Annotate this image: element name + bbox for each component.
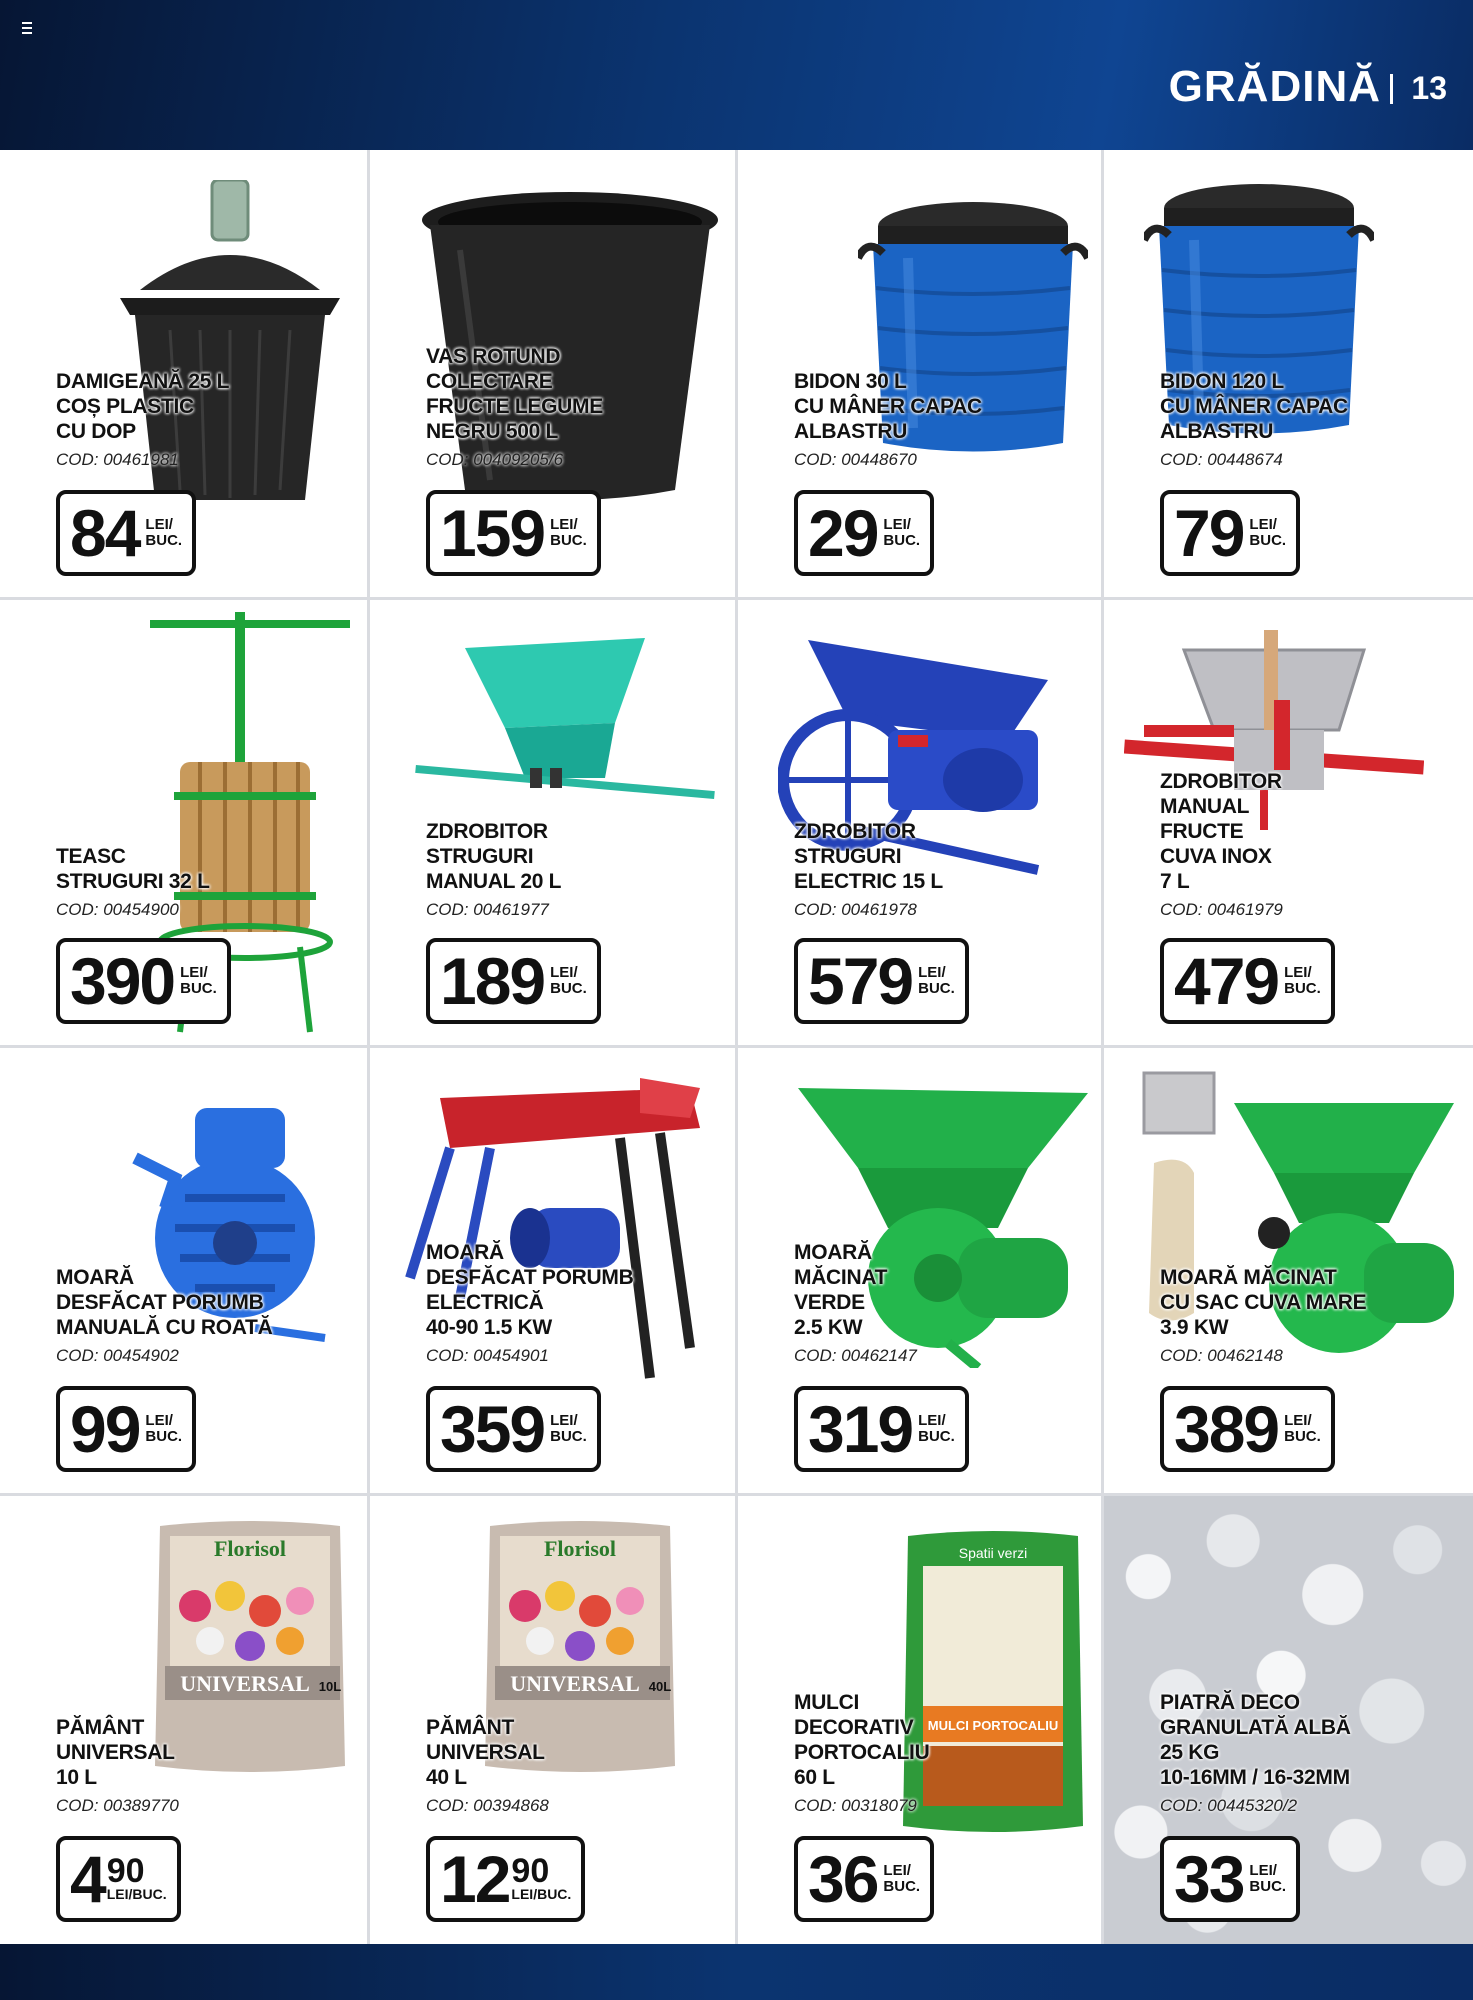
price-value: 4 — [70, 1842, 105, 1916]
product-code: COD: 00462147 — [794, 1346, 917, 1365]
svg-text:10L: 10L — [318, 1679, 342, 1694]
product-name-line: STRUGURI — [426, 845, 534, 868]
product-card[interactable] — [0, 1496, 367, 1944]
product-name-line: PIATRĂ DECO — [1160, 1691, 1300, 1714]
product-name-line: BIDON 120 L — [1160, 370, 1284, 393]
product-card[interactable] — [738, 150, 1101, 597]
price-tag — [794, 490, 934, 576]
product-card[interactable] — [0, 150, 367, 597]
product-code: COD: 00448670 — [794, 450, 917, 469]
product-card[interactable] — [1104, 1048, 1473, 1493]
product-card[interactable] — [1104, 600, 1473, 1045]
product-name-line: CU SAC CUVA MARE — [1160, 1291, 1367, 1314]
price-unit: BUC. — [180, 980, 217, 997]
price-unit: LEI/ — [883, 1862, 911, 1879]
product-name-line: MOARĂ — [56, 1266, 134, 1289]
product-name-line: UNIVERSAL — [56, 1741, 175, 1764]
product-name-line: VERDE — [794, 1291, 865, 1314]
price-unit: BUC. — [550, 980, 587, 997]
product-code: COD: 00461981 — [56, 450, 179, 469]
price-unit: LEI/ — [180, 964, 208, 981]
price-tag — [426, 938, 601, 1024]
product-name — [794, 819, 943, 894]
product-card[interactable] — [0, 1048, 367, 1493]
svg-text:UNIVERSAL: UNIVERSAL — [510, 1671, 640, 1696]
product-card[interactable] — [1104, 1496, 1473, 1944]
price-value: 579 — [808, 944, 913, 1018]
product-code: COD: 00318079 — [794, 1796, 917, 1815]
product-name-line: 40-90 1.5 KW — [426, 1316, 552, 1339]
price-value: 99 — [70, 1392, 140, 1466]
product-card[interactable] — [370, 1048, 735, 1493]
product-name — [794, 1240, 887, 1340]
price-unit: LEI/ — [1249, 516, 1277, 533]
product-code: COD: 00389770 — [56, 1796, 179, 1815]
price-unit: BUC. — [1284, 980, 1321, 997]
price-tag — [1160, 1386, 1335, 1472]
price-tag — [426, 1836, 585, 1922]
product-name-line: ELECTRIC 15 L — [794, 870, 943, 893]
price-tag — [56, 1386, 196, 1472]
product-card[interactable] — [738, 1048, 1101, 1493]
price-tag — [56, 490, 196, 576]
price-unit: BUC. — [1249, 532, 1287, 549]
product-name-line: DESFĂCAT PORUMB — [56, 1291, 264, 1314]
product-name-line: 10 L — [56, 1766, 97, 1789]
section-title: GRĂDINĂ — [1168, 62, 1381, 111]
price-unit: BUC. — [145, 532, 183, 549]
price-value: 79 — [1174, 496, 1244, 570]
product-name — [1160, 1265, 1366, 1340]
price-tag — [1160, 938, 1335, 1024]
price-unit: LEI/BUC. — [511, 1886, 572, 1902]
product-name — [56, 1265, 272, 1340]
price-unit: BUC. — [918, 980, 955, 997]
price-value: 389 — [1174, 1392, 1279, 1466]
product-name — [56, 844, 210, 894]
product-name-line: 7 L — [1160, 870, 1190, 893]
product-card[interactable] — [370, 1496, 735, 1944]
price-unit: BUC. — [883, 532, 921, 549]
price-cents: 90 — [511, 1852, 550, 1890]
product-name-line: PĂMÂNT — [426, 1716, 515, 1739]
product-name-line: ALBASTRU — [794, 420, 908, 443]
product-name-line: CU MÂNER CAPAC — [1160, 395, 1348, 418]
product-name-line: MANUAL 20 L — [426, 870, 562, 893]
price-cents: 90 — [106, 1852, 145, 1890]
product-name-line: PĂMÂNT — [56, 1716, 145, 1739]
product-name-line: NEGRU 500 L — [426, 420, 559, 443]
product-name-line: UNIVERSAL — [426, 1741, 545, 1764]
title-divider — [1390, 74, 1393, 104]
product-name — [426, 819, 561, 894]
product-name-line: 40 L — [426, 1766, 467, 1789]
product-name-line: CU MÂNER CAPAC — [794, 395, 982, 418]
price-unit: LEI/ — [883, 516, 911, 533]
page-header — [0, 0, 1473, 150]
price-value: 319 — [808, 1392, 913, 1466]
product-code: COD: 00409205/6 — [426, 450, 564, 469]
product-name-line: DAMIGEANĂ 25 L — [56, 370, 230, 393]
price-unit: BUC. — [1284, 1428, 1321, 1445]
price-unit: LEI/ — [145, 1412, 173, 1429]
price-unit: LEI/ — [145, 516, 173, 533]
price-tag — [794, 1836, 934, 1922]
product-name — [426, 1240, 633, 1340]
product-name-line: DESFĂCAT PORUMB — [426, 1266, 634, 1289]
price-tag — [794, 1386, 969, 1472]
product-name-line: 3.9 KW — [1160, 1316, 1229, 1339]
product-name-line: COȘ PLASTIC — [56, 395, 194, 418]
product-name-line: MOARĂ MĂCINAT — [1160, 1266, 1337, 1289]
product-name — [426, 344, 603, 444]
price-unit: BUC. — [883, 1878, 921, 1895]
price-unit: LEI/ — [918, 1412, 946, 1429]
product-card[interactable] — [738, 1496, 1101, 1944]
price-unit: LEI/ — [550, 964, 578, 981]
product-name — [426, 1715, 545, 1790]
product-grid — [0, 150, 1473, 1944]
product-name — [794, 1690, 929, 1790]
product-card[interactable] — [370, 150, 735, 597]
menu-icon[interactable] — [22, 22, 32, 34]
price-tag — [56, 938, 231, 1024]
price-value: 189 — [440, 944, 545, 1018]
product-name — [1160, 769, 1282, 894]
page-number: 13 — [1411, 70, 1447, 106]
product-code: COD: 00454901 — [426, 1346, 549, 1365]
product-name-line: MOARĂ — [426, 1241, 504, 1264]
product-name — [56, 1715, 175, 1790]
product-name-line: ZDROBITOR — [426, 820, 548, 843]
product-card[interactable] — [370, 600, 735, 1045]
price-unit: LEI/ — [1284, 964, 1312, 981]
product-name-line: FRUCTE LEGUME — [426, 395, 603, 418]
soil-bag-icon — [150, 1516, 350, 1781]
product-card[interactable] — [1104, 150, 1473, 597]
product-name-line: VAS ROTUND — [426, 345, 561, 368]
product-code: COD: 00448674 — [1160, 450, 1283, 469]
price-unit: BUC. — [145, 1428, 183, 1445]
price-tag — [56, 1836, 181, 1922]
product-name-line: GRANULATĂ ALBĂ — [1160, 1716, 1351, 1739]
svg-text:40L: 40L — [648, 1679, 672, 1694]
product-name-line: MOARĂ — [794, 1241, 872, 1264]
svg-text:Florisol: Florisol — [543, 1536, 617, 1561]
product-name-line: MULCI — [794, 1691, 859, 1714]
product-name-line: MANUAL — [1160, 795, 1250, 818]
price-tag — [426, 1386, 601, 1472]
product-name-line: ZDROBITOR — [794, 820, 916, 843]
price-tag — [1160, 490, 1300, 576]
svg-text:UNIVERSAL: UNIVERSAL — [180, 1671, 310, 1696]
product-name-line: 25 KG — [1160, 1741, 1220, 1764]
price-value: 479 — [1174, 944, 1279, 1018]
product-code: COD: 00394868 — [426, 1796, 549, 1815]
price-unit: BUC. — [1249, 1878, 1287, 1895]
price-value: 12 — [440, 1842, 510, 1916]
product-name-line: MANUALĂ CU ROATĂ — [56, 1316, 273, 1339]
price-unit: BUC. — [550, 532, 587, 549]
mulch-bag-icon — [898, 1526, 1088, 1841]
product-code: COD: 00454900 — [56, 900, 179, 919]
product-name-line: 10-16MM / 16-32MM — [1160, 1766, 1350, 1789]
price-value: 84 — [70, 496, 140, 570]
product-name-line: CUVA INOX — [1160, 845, 1272, 868]
page-footer — [0, 1944, 1473, 2000]
product-code: COD: 00461978 — [794, 900, 917, 919]
product-name-line: ALBASTRU — [1160, 420, 1274, 443]
product-card[interactable] — [0, 600, 367, 1045]
product-name-line: COLECTARE — [426, 370, 553, 393]
product-name-line: BIDON 30 L — [794, 370, 907, 393]
product-name — [1160, 1690, 1351, 1790]
product-name-line: 60 L — [794, 1766, 835, 1789]
product-name-line: STRUGURI — [794, 845, 902, 868]
product-code: COD: 00462148 — [1160, 1346, 1283, 1365]
price-tag — [426, 490, 601, 576]
product-code: COD: 00445320/2 — [1160, 1796, 1298, 1815]
price-unit: LEI/ — [1249, 1862, 1277, 1879]
product-name-line: STRUGURI 32 L — [56, 870, 210, 893]
price-unit: BUC. — [918, 1428, 955, 1445]
product-name-line: ELECTRICĂ — [426, 1291, 544, 1314]
product-name — [56, 369, 229, 444]
product-code: COD: 00461977 — [426, 900, 549, 919]
product-name-line: ZDROBITOR — [1160, 770, 1282, 793]
price-unit: LEI/ — [918, 964, 946, 981]
price-value: 33 — [1174, 1842, 1244, 1916]
product-name-line: 2.5 KW — [794, 1316, 863, 1339]
product-name-line: MĂCINAT — [794, 1266, 888, 1289]
product-name — [794, 369, 982, 444]
product-name-line: DECORATIV — [794, 1716, 914, 1739]
price-unit: LEI/ — [550, 516, 578, 533]
svg-text:MULCI PORTOCALIU: MULCI PORTOCALIU — [927, 1718, 1059, 1733]
product-name-line: CU DOP — [56, 420, 136, 443]
price-value: 29 — [808, 496, 878, 570]
product-name-line: FRUCTE — [1160, 820, 1244, 843]
price-value: 390 — [70, 944, 175, 1018]
price-unit: BUC. — [550, 1428, 587, 1445]
svg-text:Florisol: Florisol — [213, 1536, 287, 1561]
price-value: 359 — [440, 1392, 545, 1466]
svg-text:Spatii verzi: Spatii verzi — [958, 1545, 1028, 1561]
price-unit: LEI/ — [550, 1412, 578, 1429]
price-unit: LEI/BUC. — [106, 1886, 167, 1902]
product-code: COD: 00454902 — [56, 1346, 179, 1365]
product-name-line: TEASC — [56, 845, 126, 868]
price-tag — [794, 938, 969, 1024]
product-card[interactable] — [738, 600, 1101, 1045]
price-value: 159 — [440, 496, 545, 570]
price-value: 36 — [808, 1842, 878, 1916]
product-name-line: PORTOCALIU — [794, 1741, 930, 1764]
product-name — [1160, 369, 1348, 444]
product-code: COD: 00461979 — [1160, 900, 1283, 919]
price-unit: LEI/ — [1284, 1412, 1312, 1429]
price-tag — [1160, 1836, 1300, 1922]
